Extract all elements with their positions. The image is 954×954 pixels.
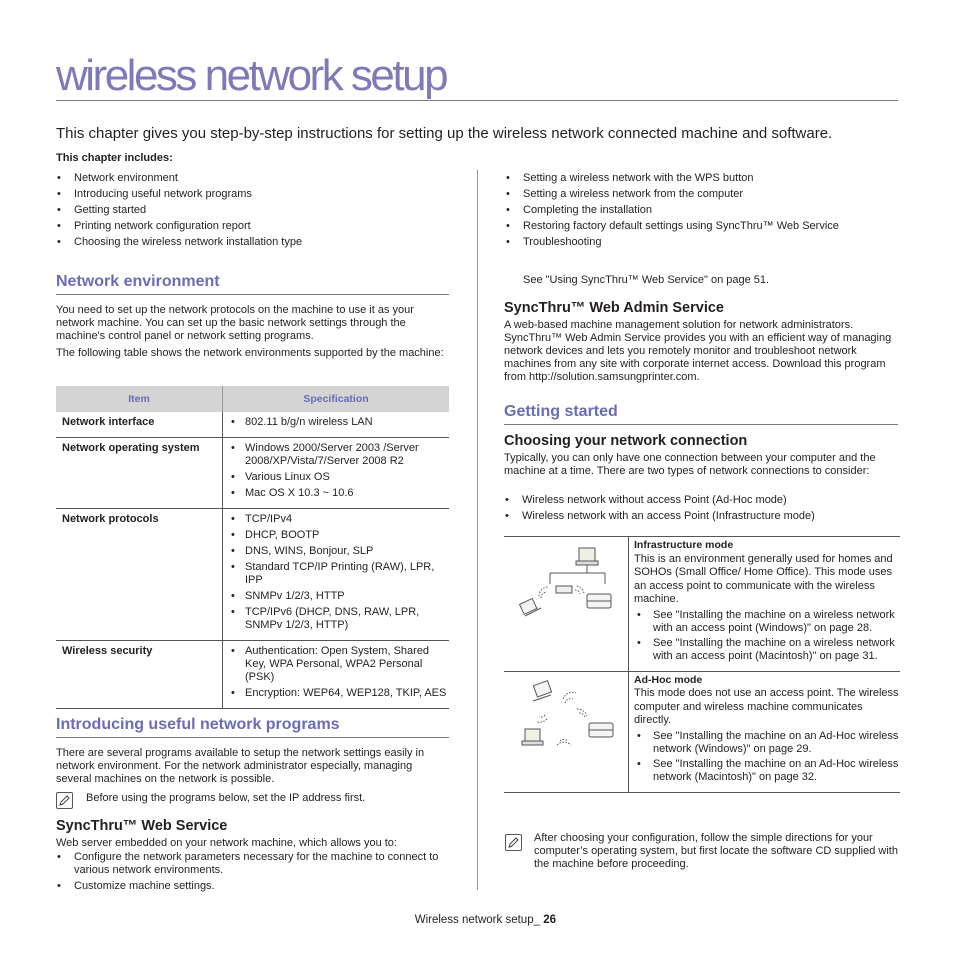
title-divider	[56, 100, 898, 101]
spec-value: • DHCP, BOOTP	[227, 529, 449, 542]
spec-value: • Windows 2000/Server 2003 /Server 2008/XP/Vista/7/Server 2008 R2	[227, 442, 449, 468]
chapter-intro: This chapter gives you step-by-step instructions for setting up the wireless network connected machine and software.	[56, 125, 833, 142]
note-icon	[56, 792, 73, 809]
toc-item[interactable]: • Printing network configuration report	[56, 218, 302, 234]
spec-value: • Encryption: WEP64, WEP128, TKIP, AES	[227, 687, 449, 700]
network-environment-para: The following table shows the network environments supported by the machine:	[56, 347, 444, 359]
connection-heading: Choosing your network connection	[504, 433, 748, 449]
table-header: Specification	[223, 386, 450, 412]
list-item: • Wireless network without access Point (Ad-Hoc mode)	[504, 492, 815, 508]
toc-item[interactable]: • Setting a wireless network from the computer	[505, 186, 839, 202]
table-row	[504, 671, 900, 792]
note-icon	[505, 834, 522, 851]
toc-item[interactable]: • Getting started	[56, 202, 302, 218]
mode-description: This mode does not use an access point. The wireless computer and wireless machine communicates directly.	[634, 687, 899, 726]
table-row	[56, 641, 449, 709]
mode-reference[interactable]: • See "Installing the machine on an Ad-Hoc wireless network (Windows)" on page 29.	[634, 730, 900, 757]
getting-started-heading: Getting started	[504, 403, 618, 420]
connection-modes-table	[504, 536, 900, 793]
spec-value: • Mac OS X 10.3 ~ 10.6	[227, 487, 449, 500]
page-number: 26	[543, 914, 556, 926]
spec-value: • DNS, WINS, Bonjour, SLP	[227, 545, 449, 558]
toc-left	[56, 170, 302, 250]
adhoc-illustration	[504, 671, 629, 792]
column-divider	[477, 170, 478, 890]
table-row	[56, 412, 449, 438]
spec-value: • Various Linux OS	[227, 471, 449, 484]
page-title: wireless network setup	[56, 51, 447, 100]
mode-reference[interactable]: • See "Installing the machine on an Ad-Hoc wireless network (Macintosh)" on page 32.	[634, 758, 900, 785]
web-service-para: Web server embedded on your network machine, which allows you to:	[56, 837, 397, 849]
spec-value: • TCP/IPv4	[227, 513, 449, 526]
connection-list	[504, 492, 815, 524]
admin-service-heading: SyncThru™ Web Admin Service	[504, 300, 724, 316]
spec-value: • Standard TCP/IP Printing (RAW), LPR, IPP	[227, 561, 449, 587]
toc-right	[505, 170, 839, 250]
web-service-list	[56, 851, 449, 893]
spec-item: Wireless security	[56, 641, 223, 709]
list-item: • Wireless network with an access Point (Infrastructure mode)	[504, 508, 815, 524]
spec-item: Network operating system	[56, 438, 223, 509]
list-item: • Customize machine settings.	[56, 880, 449, 893]
spec-value: • Authentication: Open System, Shared Key, WPA Personal, WPA2 Personal (PSK)	[227, 645, 449, 684]
toc-item[interactable]: • Troubleshooting	[505, 234, 839, 250]
table-row	[56, 438, 449, 509]
table-header: Item	[56, 386, 223, 412]
note-text: Before using the programs below, set the IP address first.	[86, 792, 366, 804]
footer-label: Wireless network setup_	[414, 914, 540, 926]
mode-title: Ad-Hoc mode	[634, 673, 703, 686]
mode-title: Infrastructure mode	[634, 539, 734, 551]
heading-rule	[56, 294, 449, 295]
table-row	[56, 509, 449, 641]
spec-value: • TCP/IPv6 (DHCP, DNS, RAW, LPR, SNMPv 1/2/3, HTTP)	[227, 606, 449, 632]
includes-label: This chapter includes:	[56, 152, 173, 164]
mode-reference[interactable]: • See "Installing the machine on a wireless network with an access point (Windows)" on page 28.	[634, 609, 900, 636]
page-footer	[415, 914, 556, 926]
toc-item[interactable]: • Network environment	[56, 170, 302, 186]
infrastructure-illustration	[504, 537, 629, 672]
spec-item: Network protocols	[56, 509, 223, 641]
toc-item[interactable]: • Setting a wireless network with the WPS button	[505, 170, 839, 186]
toc-item[interactable]: • Completing the installation	[505, 202, 839, 218]
note-text: After choosing your configuration, follow the simple directions for your computer’s operating system, but first locate the software CD supplied with the machine before proceeding.	[534, 832, 898, 870]
programs-heading: Introducing useful network programs	[56, 716, 340, 733]
connection-para: Typically, you can only have one connection between your computer and the machine at a time. There are two types of network connections to consider:	[504, 452, 876, 477]
toc-item[interactable]: • Introducing useful network programs	[56, 186, 302, 202]
web-service-heading: SyncThru™ Web Service	[56, 818, 228, 834]
mode-reference[interactable]: • See "Installing the machine on a wireless network with an access point (Macintosh)" on page 31.	[634, 637, 900, 664]
mode-description: This is an environment generally used for homes and SOHOs (Small Office/ Home Office). This mode uses an access point to communicate with the wireless machine.	[634, 552, 893, 605]
see-reference: See "Using SyncThru™ Web Service" on page 51.	[523, 274, 770, 286]
spec-value: • 802.11 b/g/n wireless LAN	[227, 416, 449, 429]
network-environment-heading: Network environment	[56, 273, 220, 290]
network-environment-para: You need to set up the network protocols on the machine to use it as your network machine. You can set up the basic network settings through the machine's control panel or network setting programs.	[56, 304, 414, 342]
table-row	[504, 537, 900, 672]
spec-item: Network interface	[56, 412, 223, 438]
spec-value: • SNMPv 1/2/3, HTTP	[227, 590, 449, 603]
network-spec-table	[56, 386, 449, 709]
toc-item[interactable]: • Restoring factory default settings using SyncThru™ Web Service	[505, 218, 839, 234]
toc-item[interactable]: • Choosing the wireless network installation type	[56, 234, 302, 250]
heading-rule	[504, 424, 898, 425]
programs-para: There are several programs available to setup the network settings easily in network environment. For the network administrator especially, managing several machines on the network is possible.	[56, 747, 425, 785]
list-item: • Configure the network parameters necessary for the machine to connect to various network environments.	[56, 851, 449, 877]
heading-rule	[56, 737, 449, 738]
admin-service-para: A web-based machine management solution for network administrators. SyncThru™ Web Admin Service provides you with an efficient way of managing network devices and lets you remotely monitor and troubleshoot network machines from any site with corporate internet access. Download this program from http://solution.samsungprinter.com.	[504, 319, 892, 383]
